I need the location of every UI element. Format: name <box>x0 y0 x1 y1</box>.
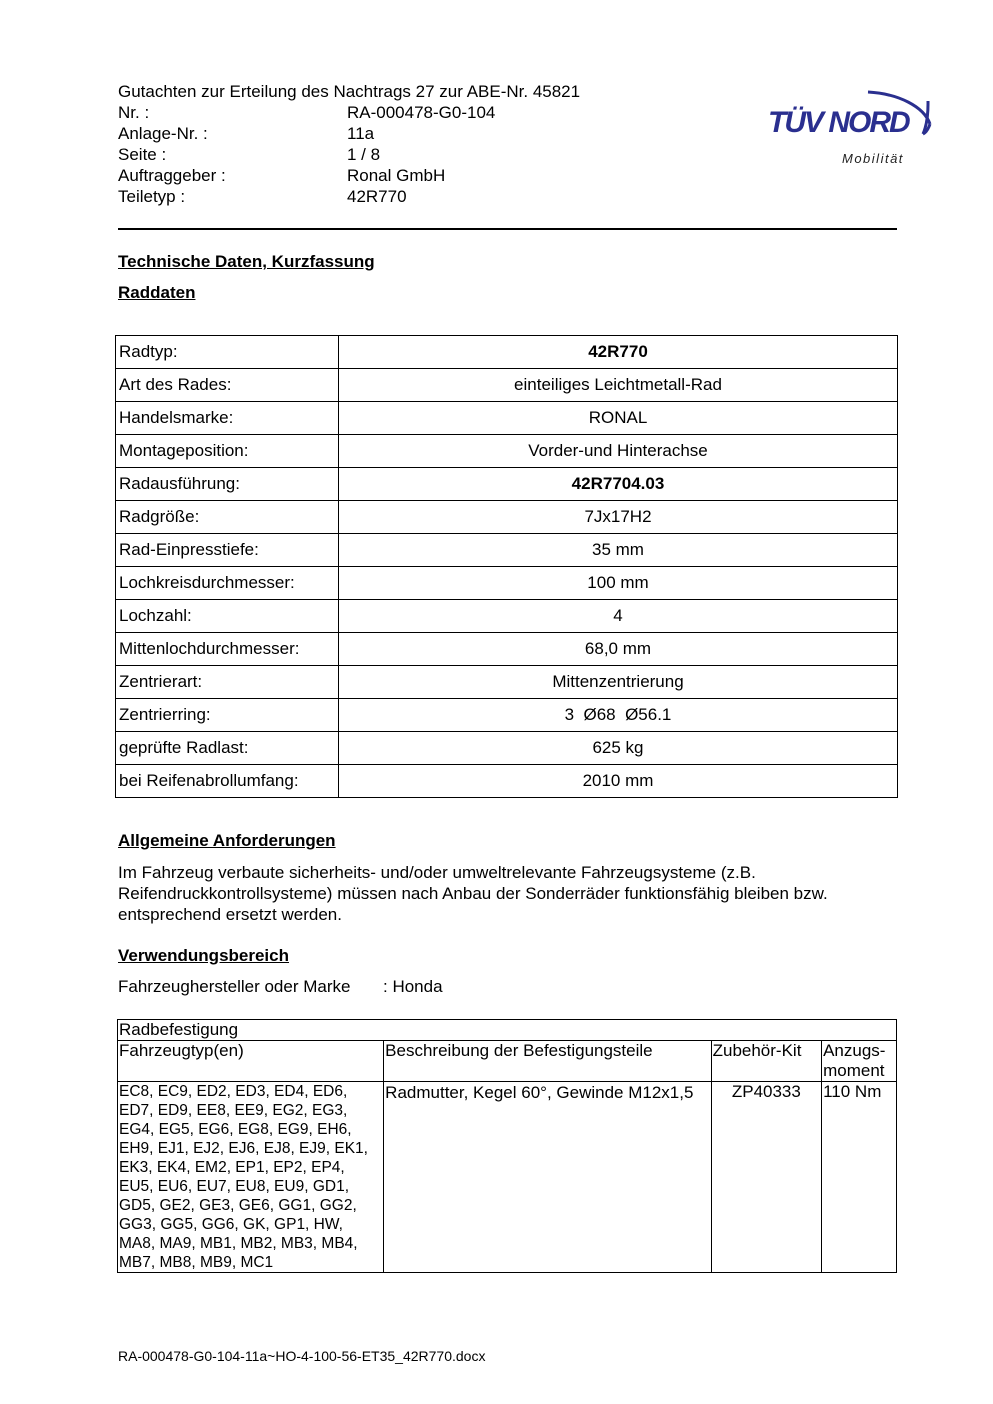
spec-value: 100 mm <box>339 567 898 600</box>
vehicle-types-cell: EC8, EC9, ED2, ED3, ED4, ED6, ED7, ED9, EE8, EE9, EG2, EG3, EG4, EG5, EG6, EG8, EG9, EH6, EH9, EJ1, EJ2, EJ6, EJ8, EJ9, EK1, EK3, EK4, EM2, EP1, EP2, EP4, EU5, EU6, EU7, EU8, EU9, GD1, GD5, GE2, GE3, GE6, GG1, GG2, GG3, GG5, GG6, GK, GP1, HW, MA8, MA9, MB1, MB2, MB3, MB4, MB7, MB8, MB9, MC1 <box>118 1082 384 1273</box>
document-header <box>118 81 580 207</box>
header-value: 11a <box>347 124 375 143</box>
header-label: Seite : <box>118 145 167 164</box>
header-row <box>118 165 580 186</box>
header-value: 42R770 <box>347 187 407 206</box>
spec-label: Montageposition: <box>116 435 339 468</box>
column-header: Beschreibung der Befestigungsteile <box>384 1041 711 1082</box>
logo-subtitle: Mobilität <box>842 151 904 166</box>
table-row <box>116 732 898 765</box>
spec-label: Rad-Einpresstiefe: <box>116 534 339 567</box>
accessory-kit-cell: ZP40333 <box>711 1082 821 1273</box>
header-value: RA-000478-G0-104 <box>347 103 496 122</box>
section-heading-verwendung: Verwendungsbereich <box>118 946 289 965</box>
spec-label: Handelsmarke: <box>116 402 339 435</box>
spec-label: geprüfte Radlast: <box>116 732 339 765</box>
maker-label: Fahrzeughersteller oder Marke <box>118 977 351 996</box>
table-row <box>116 699 898 732</box>
section-heading-raddaten: Raddaten <box>118 283 196 302</box>
spec-value: einteiliges Leichtmetall-Rad <box>339 369 898 402</box>
spec-label: Lochzahl: <box>116 600 339 633</box>
header-label: Auftraggeber : <box>118 166 226 185</box>
file-name-footer: RA-000478-G0-104-11a~HO-4-100-56-ET35_42R770.docx <box>118 1348 486 1364</box>
table-row <box>116 765 898 798</box>
spec-label: Zentrierart: <box>116 666 339 699</box>
header-label: Nr. : <box>118 103 150 122</box>
table-row <box>116 567 898 600</box>
spec-value: 3 Ø68 Ø56.1 <box>339 699 898 732</box>
header-value: 1 / 8 <box>347 145 381 164</box>
table-header-row <box>118 1041 897 1082</box>
spec-value: 4 <box>339 600 898 633</box>
maker-value: : Honda <box>383 977 443 996</box>
requirements-paragraph: Im Fahrzeug verbaute sicherheits- und/oder umweltrelevante Fahrzeugsysteme (z.B. Reifendruckkontrollsysteme) müssen nach Anbau der Sonderräder funktionsfähig bleiben bzw. entsprechend ersetzt werden. <box>118 863 828 924</box>
spec-value: 42R7704.03 <box>339 468 898 501</box>
spec-value: 625 kg <box>339 732 898 765</box>
vehicle-maker-line <box>118 977 443 997</box>
section-heading-tech: Technische Daten, Kurzfassung <box>118 252 375 271</box>
column-header: Zubehör-Kit <box>711 1041 821 1082</box>
wheel-fixing-table <box>117 1019 897 1273</box>
table-row <box>118 1082 897 1273</box>
table-row <box>116 369 898 402</box>
section-heading-allgemein: Allgemeine Anforderungen <box>118 831 336 850</box>
spec-value: RONAL <box>339 402 898 435</box>
document-title: Gutachten zur Erteilung des Nachtrags 27 zur ABE-Nr. 45821 <box>118 82 581 101</box>
spec-label: Radtyp: <box>116 336 339 369</box>
column-header: Anzugs- moment <box>822 1041 897 1082</box>
spec-label: Zentrierring: <box>116 699 339 732</box>
spec-value: 7Jx17H2 <box>339 501 898 534</box>
wheel-specs-table <box>115 335 898 798</box>
tuv-nord-logo <box>760 56 945 176</box>
table-row <box>116 600 898 633</box>
table-row <box>116 468 898 501</box>
column-header: Fahrzeugtyp(en) <box>118 1041 384 1082</box>
table-row <box>116 633 898 666</box>
spec-label: Lochkreisdurchmesser: <box>116 567 339 600</box>
header-row <box>118 186 580 207</box>
spec-value: 68,0 mm <box>339 633 898 666</box>
spec-label: Art des Rades: <box>116 369 339 402</box>
spec-value: 35 mm <box>339 534 898 567</box>
table-row <box>116 336 898 369</box>
header-label: Anlage-Nr. : <box>118 124 208 143</box>
spec-value: 42R770 <box>339 336 898 369</box>
header-row <box>118 123 580 144</box>
table-row <box>116 501 898 534</box>
table-row <box>116 666 898 699</box>
header-row <box>118 102 580 123</box>
header-divider <box>118 228 897 230</box>
logo-wordmark: TÜV NORD <box>768 106 909 139</box>
table-row <box>116 534 898 567</box>
table-row <box>116 435 898 468</box>
torque-cell: 110 Nm <box>822 1082 897 1273</box>
spec-label: Radgröße: <box>116 501 339 534</box>
spec-value: 2010 mm <box>339 765 898 798</box>
spec-label: bei Reifenabrollumfang: <box>116 765 339 798</box>
header-row <box>118 144 580 165</box>
table-caption-row <box>118 1020 897 1041</box>
header-label: Teiletyp : <box>118 187 186 206</box>
spec-value: Vorder-und Hinterachse <box>339 435 898 468</box>
header-value: Ronal GmbH <box>347 166 446 185</box>
table-row <box>116 402 898 435</box>
fixing-description-cell: Radmutter, Kegel 60°, Gewinde M12x1,5 <box>384 1082 711 1273</box>
spec-label: Mittenlochdurchmesser: <box>116 633 339 666</box>
spec-value: Mittenzentrierung <box>339 666 898 699</box>
spec-label: Radausführung: <box>116 468 339 501</box>
fixing-caption: Radbefestigung <box>118 1020 897 1041</box>
